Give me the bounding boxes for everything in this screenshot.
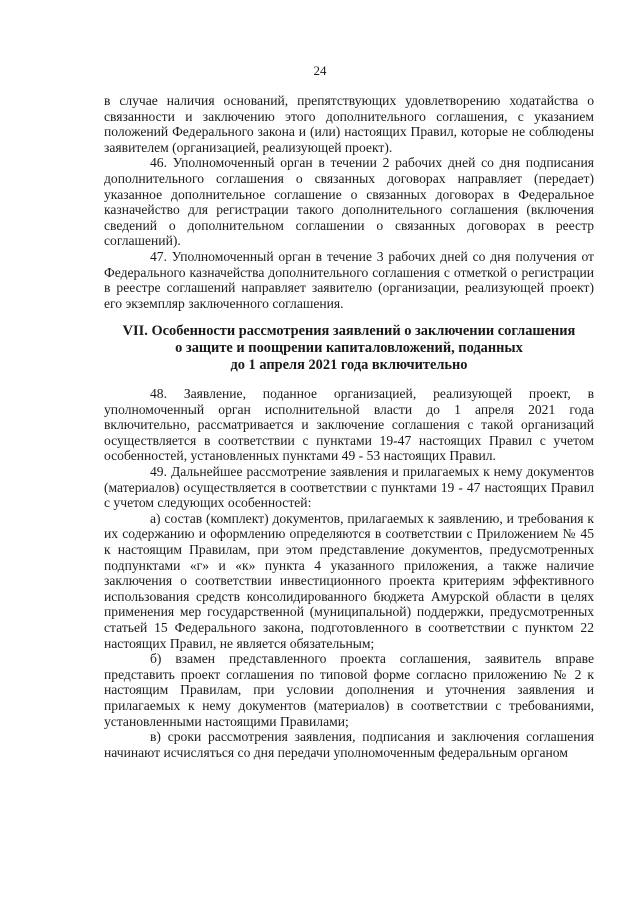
section-title: [104, 323, 594, 373]
paragraph-47: 47. Уполномоченный орган в течение 3 рабочих дней со дня получения от Федерального казначейства дополнительного соглашения с отметкой о регистрации в реестре соглашений направляет заявителю (организации, реализующей проект) его экземпляр заключенного соглашения.: [104, 248, 594, 311]
paragraph-49: 49. Дальнейшее рассмотрение заявления и прилагаемых к нему документов (материалов) осуществляется в соответствии с пунктами 19 - 47 настоящих Правил с учетом следующих особенностей:: [104, 464, 594, 511]
paragraph-continuation: в случае наличия оснований, препятствующих удовлетворению ходатайства о связанности и заключению этого дополнительного соглашения, с указанием положений Федерального закона и (или) настоящих Правил, которые не соблюдены заявителем (организацией, реализующей проект).: [104, 93, 594, 155]
section-title-line-3: до 1 апреля 2021 года включительно: [230, 356, 468, 373]
paragraph-48: 48. Заявление, поданное организацией, реализующей проект, в уполномоченный орган исполнительной власти до 1 апреля 2021 года включительно, рассматривается и заключение соглашения с такой организаций осуществляется в соответствии с пунктами 19-47 настоящих Правил с учетом особенностей, установленных пунктами 49 - 53 настоящих Правил.: [104, 386, 594, 464]
paragraph-46: 46. Уполномоченный орган в течении 2 рабочих дней со дня подписания дополнительного соглашения о связанных договорах направляет (передает) указанное дополнительное соглашение о связанных договорах в Федеральное казначейство для регистрации такого дополнительного соглашения (включения сведений о дополнительном соглашении о связанных договорах в реестр соглашений).: [104, 155, 594, 249]
section-title-line-1: VII. Особенности рассмотрения заявлений о заключении соглашения: [122, 323, 576, 340]
subparagraph-v: в) сроки рассмотрения заявления, подписания и заключения соглашения начинают исчисляться со дня передачи уполномоченным федеральным органом: [104, 729, 594, 760]
document-body: [104, 93, 594, 760]
subparagraph-b: б) взамен представленного проекта соглашения, заявитель вправе представить проект соглашения по типовой форме согласно приложению № 2 к настоящим Правилам, при условии дополнения и уточнения заявления и прилагаемых к нему документов (материалов) в соответствии с требованиями, установленными настоящими Правилами;: [104, 651, 594, 729]
section-title-line-2: о защите и поощрении капиталовложений, поданных: [175, 339, 523, 356]
subparagraph-a: а) состав (комплект) документов, прилагаемых к заявлению, и требования к их содержанию и оформлению определяются в соответствии с Приложением № 45 к настоящим Правилам, при этом представление документов, предусмотренных подпунктами «г» и «к» пункта 4 указанного приложения, а также наличие заключения о соответствии инвестиционного проекта критериям эффективного использования средств консолидированного бюджета Амурской области в целях применения мер государственной (муниципальной) поддержки, предусмотренных статьей 15 Федерального закона, подготовленного в соответствии с пунктом 22 настоящих Правил, не является обязательным;: [104, 510, 594, 651]
page-number: 24: [313, 63, 327, 78]
